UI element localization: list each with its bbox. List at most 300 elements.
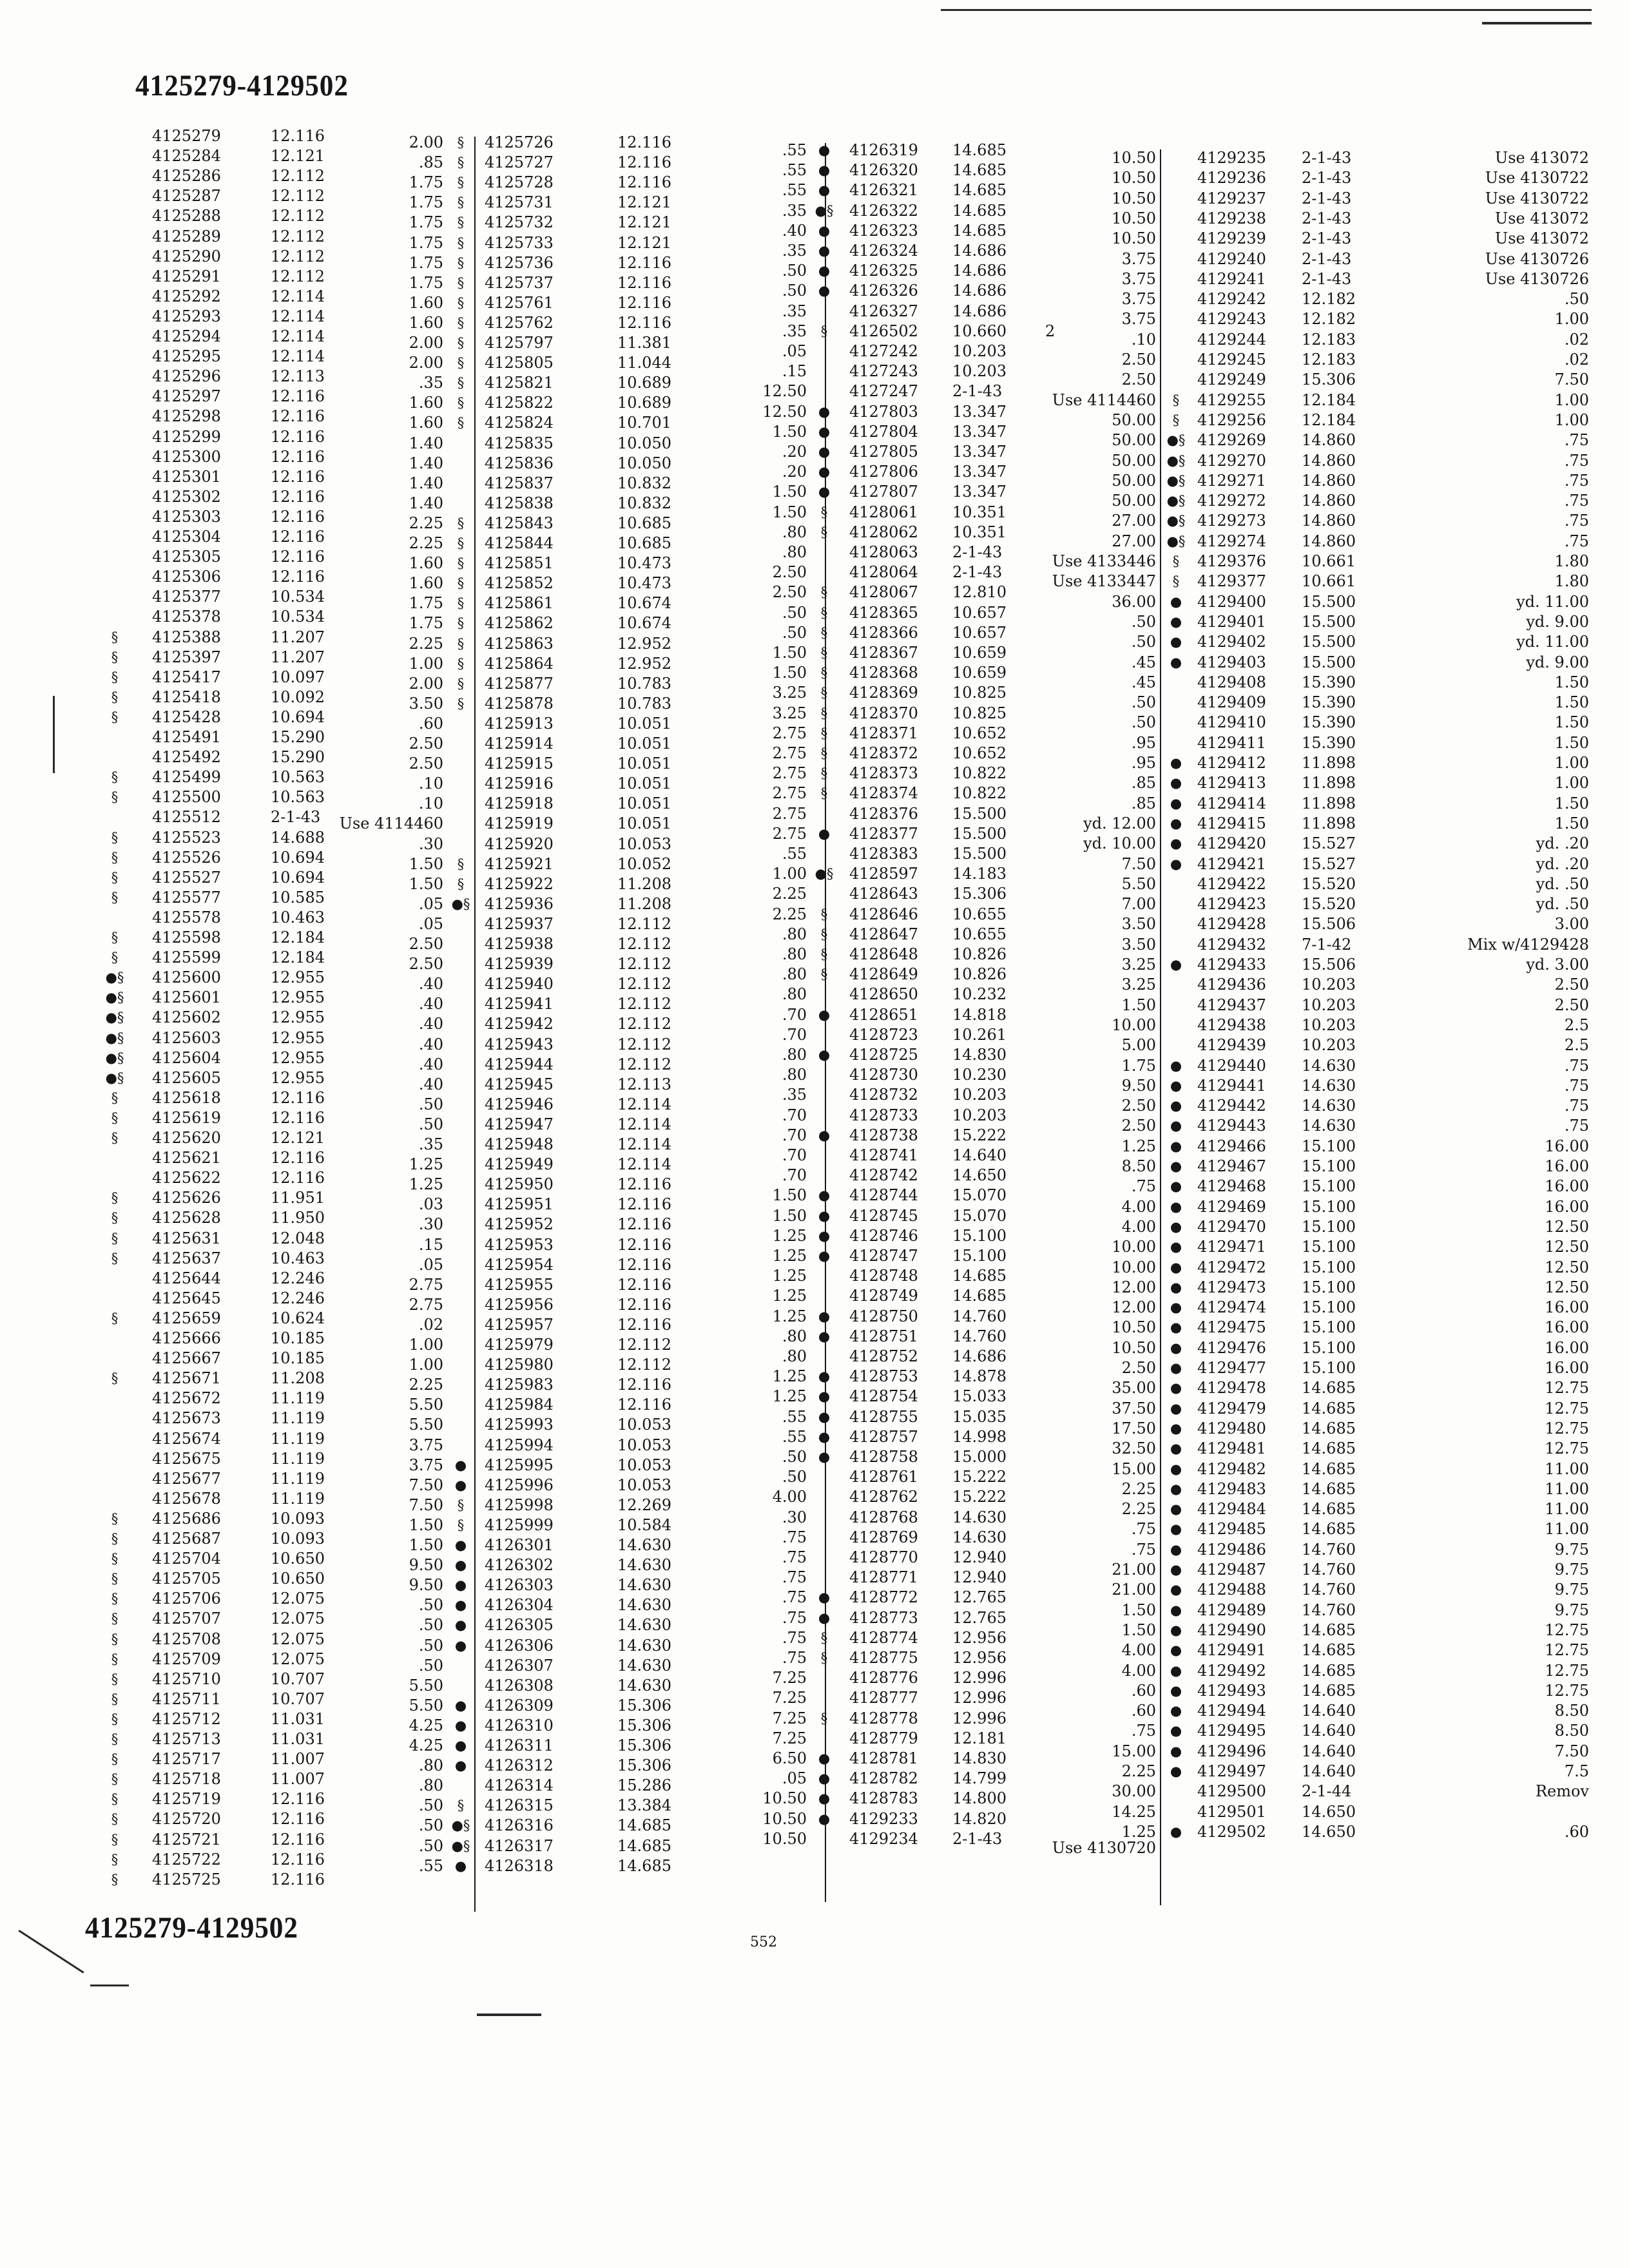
part-number-cell: 4125843 [485,514,554,532]
price-cell: .50 [782,1448,807,1466]
symbol-mark: § [820,584,828,601]
code-cell: 12.996 [952,1709,1007,1727]
symbol-mark: ● [818,403,831,419]
code-cell: 12.112 [617,1015,671,1033]
part-number-cell: 4128365 [849,603,918,622]
price-cell: .40 [418,975,443,994]
price-cell: .50 [418,1115,443,1133]
symbol-mark: ● [818,423,831,439]
symbol-mark: § [457,215,465,231]
code-cell: 12.940 [952,1548,1007,1566]
price-cell: 3.50 [1121,915,1156,934]
part-number-cell: 4125951 [485,1195,554,1214]
code-cell: 10.832 [617,474,671,492]
symbol-mark: § [457,515,465,531]
price-cell: 3.75 [409,1456,443,1474]
part-number-cell: 4126316 [485,1816,554,1835]
part-number-cell: 4129237 [1197,189,1266,207]
part-number-cell: 4129376 [1197,552,1266,570]
code-cell: 12.765 [952,1588,1007,1607]
part-number-cell: 4125618 [152,1088,221,1107]
price-cell: 5.00 [1121,1036,1156,1055]
part-number-cell: 4126308 [485,1676,554,1695]
price-cell: 2.50 [1121,1117,1156,1135]
code-cell: 14.685 [952,161,1007,180]
price-cell: 8.50 [1121,1157,1156,1175]
part-number-cell: 4126303 [485,1576,554,1595]
price-cell: 1.25 [772,1367,807,1386]
code-cell: 12.113 [617,1075,671,1093]
symbol-mark: § [820,725,828,741]
code-cell: 14.998 [952,1427,1007,1446]
code-cell: 2-1-43 [1302,189,1352,207]
part-number-cell: 4127243 [849,362,918,381]
symbol-mark: § [111,1130,119,1146]
symbol-mark: ● [818,1328,831,1344]
code-cell: 12.112 [271,167,325,186]
part-number-cell: 4125718 [152,1770,221,1789]
code-cell: 11.207 [271,628,325,646]
code-cell: 14.830 [952,1749,1007,1767]
part-number-cell: 4125303 [152,507,221,526]
part-number-cell: 4125919 [485,814,554,833]
code-cell: 12.116 [617,153,671,172]
symbol-mark: § [111,1190,119,1206]
part-number-cell: 4128776 [849,1669,918,1687]
symbol-mark: § [820,765,828,782]
part-number-cell: 4129408 [1197,673,1266,691]
part-number-cell: 4129474 [1197,1298,1266,1317]
code-cell: 14.686 [952,1347,1007,1365]
price-cell: Use 4114460 [1052,390,1156,409]
code-cell: 10.701 [617,414,671,432]
code-cell: 12.121 [617,233,671,252]
price-cell: 1.75 [409,273,443,292]
price-cell: .75 [782,1588,807,1607]
code-cell: 10.707 [271,1669,325,1688]
price-cell: 1.50 [772,422,807,441]
part-number-cell: 4125417 [152,668,221,686]
symbol-mark: § [111,1230,119,1246]
symbol-mark: § [457,255,465,271]
part-number-cell: 4125737 [485,273,554,292]
price-cell: 5.50 [1121,874,1156,893]
part-number-cell: 4125675 [152,1449,221,1468]
price-cell: .80 [782,523,807,541]
code-cell: 14.630 [617,1676,671,1695]
code-cell: 15.222 [952,1468,1007,1486]
note-cell: 2 [1045,322,1055,340]
code-cell: 14.860 [1302,492,1356,510]
part-number-cell: 4125719 [152,1790,221,1809]
code-cell: 15.222 [952,1488,1007,1506]
part-number-cell: 4126312 [485,1756,554,1775]
price-cell: .70 [782,1106,807,1124]
part-number-cell: 4128723 [849,1025,918,1044]
code-cell: 12.116 [271,127,325,145]
part-number-cell: 4129470 [1197,1217,1266,1236]
price-cell: 3.25 [1121,956,1156,974]
code-cell: 15.500 [1302,633,1356,651]
price-cell: 10.50 [762,1829,807,1848]
symbol-mark: ● [1170,1340,1182,1356]
price-cell: 37.50 [1112,1399,1156,1418]
price-cell: 1.00 [409,654,443,673]
part-number-cell: 4128064 [849,563,918,582]
part-number-cell: 4129433 [1197,956,1266,974]
part-number-cell: 4125877 [485,674,554,693]
part-number-cell: 4129411 [1197,733,1266,752]
symbol-mark: § [111,1711,119,1727]
code-cell: 15.100 [952,1226,1007,1245]
symbol-mark: § [820,504,828,520]
code-cell: 13.347 [952,463,1007,481]
note-cell: 9.75 [1554,1581,1589,1599]
part-number-cell: 4128651 [849,1005,918,1024]
code-cell: 14.820 [952,1809,1007,1828]
part-number-cell: 4125600 [152,968,221,987]
code-cell: 15.506 [1302,956,1356,974]
part-number-cell: 4128597 [849,865,918,883]
part-number-cell: 4129497 [1197,1762,1266,1780]
code-cell: 12.112 [617,1055,671,1073]
price-cell: .50 [782,262,807,280]
note-cell: yd. 9.00 [1526,612,1589,631]
part-number-cell: 4129422 [1197,874,1266,893]
part-number-cell: 4127807 [849,483,918,501]
code-cell: 2-1-43 [1302,269,1352,288]
code-cell: 15.506 [1302,915,1356,934]
part-number-cell: 4125947 [485,1115,554,1133]
symbol-mark: § [111,1731,119,1747]
note-cell: 1.50 [1554,673,1589,691]
note-cell: 9.75 [1554,1561,1589,1579]
part-number-cell: 4128067 [849,583,918,602]
symbol-mark: ● [1170,957,1182,972]
part-number-cell: 4129413 [1197,774,1266,793]
price-cell: .80 [782,543,807,561]
part-number-cell: 4125797 [485,334,554,352]
note-cell: yd. .20 [1536,854,1589,873]
part-number-cell: 4125722 [152,1850,221,1869]
note-cell: Use 4130726 [1485,269,1589,288]
part-number-cell: 4129255 [1197,390,1266,409]
price-cell: 1.75 [409,253,443,272]
part-number-cell: 4129495 [1197,1722,1266,1740]
note-cell: 12.75 [1545,1661,1589,1680]
price-cell: .35 [782,322,807,340]
code-cell: 12.112 [271,187,325,206]
part-number-cell: 4128648 [849,945,918,963]
part-number-cell: 4128777 [849,1689,918,1707]
symbol-mark: ●§ [105,990,124,1006]
part-number-cell: 4129236 [1197,169,1266,187]
code-cell: 10.053 [617,1416,671,1434]
part-number-cell: 4125645 [152,1289,221,1307]
symbol-mark: ● [1170,1098,1182,1114]
code-cell: 15.100 [1302,1157,1356,1175]
part-number-cell: 4129436 [1197,975,1266,994]
part-number-cell: 4129242 [1197,290,1266,309]
symbol-mark: § [111,709,119,725]
symbol-mark: § [457,635,465,651]
code-cell: 10.203 [1302,995,1356,1014]
note-cell: 1.50 [1554,733,1589,752]
part-number-cell: 4129491 [1197,1641,1266,1660]
note-cell: 12.50 [1545,1238,1589,1256]
price-cell: 1.50 [772,483,807,501]
price-cell: .35 [418,374,443,392]
part-number-cell: 4126304 [485,1596,554,1615]
symbol-mark: § [111,1691,119,1707]
price-cell: .80 [418,1756,443,1775]
price-cell: 1.50 [772,503,807,521]
symbol-mark: ● [1170,815,1182,831]
price-cell: .50 [418,1616,443,1635]
code-cell: 12.114 [271,327,325,345]
code-cell: 10.822 [952,784,1007,803]
part-number-cell: 4125295 [152,347,221,366]
code-cell: 10.826 [952,965,1007,984]
part-number-cell: 4125938 [485,935,554,953]
code-cell: 12.112 [617,1035,671,1053]
part-number-cell: 4128738 [849,1126,918,1144]
code-cell: 12.116 [271,407,325,426]
code-cell: 2-1-43 [271,808,321,827]
symbol-mark: § [111,1611,119,1627]
symbol-mark: ●§ [1166,493,1186,509]
code-cell: 15.100 [1302,1318,1356,1337]
code-cell: 10.053 [617,1436,671,1454]
part-number-cell: 4129479 [1197,1399,1266,1418]
code-cell: 14.860 [1302,431,1356,450]
price-cell: 1.50 [1121,1620,1156,1639]
symbol-mark: ● [818,1428,831,1445]
code-cell: 14.650 [952,1166,1007,1185]
code-cell: 12.048 [271,1229,325,1247]
part-number-cell: 4125838 [485,494,554,512]
code-cell: 13.347 [952,483,1007,501]
price-cell: .05 [782,342,807,360]
price-cell: 12.00 [1112,1298,1156,1317]
code-cell: 12.121 [617,213,671,232]
price-cell: .60 [1131,1702,1156,1720]
part-number-cell: 4125736 [485,253,554,272]
code-cell: 12.955 [271,1008,325,1027]
price-cell: .50 [782,282,807,300]
price-cell: 17.50 [1112,1419,1156,1437]
part-number-cell: 4125428 [152,707,221,726]
price-cell: 5.50 [409,1696,443,1715]
code-cell: 14.630 [1302,1076,1356,1095]
part-number-cell: 4126317 [485,1836,554,1855]
price-cell: 7.25 [772,1729,807,1747]
code-cell: 10.093 [271,1530,325,1548]
symbol-mark: ● [818,1187,831,1204]
code-cell: 14.640 [1302,1742,1356,1760]
symbol-mark: ● [1170,1743,1182,1759]
code-cell: 14.686 [952,242,1007,260]
part-number-cell: 4125864 [485,654,554,673]
code-cell: 10.783 [617,674,671,693]
code-cell: 2-1-43 [1302,169,1352,187]
symbol-mark: § [820,665,828,681]
part-number-cell: 4128370 [849,704,918,722]
symbol-mark: § [111,629,119,645]
code-cell: 14.688 [271,828,325,847]
code-cell: 12.116 [617,1315,671,1334]
code-cell: 12.116 [617,1175,671,1194]
code-cell: 12.121 [271,147,325,166]
price-cell: .80 [782,1347,807,1365]
part-number-cell: 4128730 [849,1066,918,1084]
price-cell: .75 [782,1628,807,1647]
part-number-cell: 4129245 [1197,351,1266,369]
symbol-mark: ● [1170,1602,1182,1618]
symbol-mark: ● [1170,836,1182,852]
code-cell: 10.534 [271,588,325,606]
part-number-cell: 4125822 [485,394,554,412]
price-cell: 2.00 [409,674,443,693]
code-cell: 14.685 [1302,1620,1356,1639]
part-number-cell: 4129466 [1197,1137,1266,1155]
code-cell: 14.640 [1302,1762,1356,1780]
symbol-mark: ● [818,222,831,238]
price-cell: 1.60 [409,313,443,332]
code-cell: 10.657 [952,603,1007,622]
code-cell: 12.116 [617,313,671,332]
note-cell: .02 [1564,351,1589,369]
part-number-cell: 4128761 [849,1468,918,1486]
note-cell: Use 413072 [1495,229,1589,248]
code-cell: 12.269 [617,1495,671,1514]
price-cell: .20 [782,443,807,461]
code-cell: 15.100 [1302,1197,1356,1216]
price-cell: 3.75 [1121,290,1156,309]
part-number-cell: 4125942 [485,1015,554,1033]
part-number-cell: 4129274 [1197,532,1266,550]
note-cell: 12.75 [1545,1641,1589,1660]
symbol-mark: ● [818,1207,831,1224]
part-number-cell: 4126309 [485,1696,554,1715]
price-cell: 6.50 [772,1749,807,1767]
symbol-mark: § [820,926,828,942]
code-cell: 11.381 [617,334,671,352]
part-number-cell: 4128649 [849,965,918,984]
part-number-cell: 4129239 [1197,229,1266,248]
symbol-mark: ● [1170,1118,1182,1134]
code-cell: 14.800 [952,1789,1007,1808]
price-cell: .50 [1131,693,1156,712]
price-cell: .75 [782,1568,807,1587]
note-cell: 2.5 [1564,1036,1589,1055]
part-number-cell: 4126326 [849,282,918,300]
code-cell: 15.500 [1302,612,1356,631]
part-number-cell: 4129432 [1197,935,1266,954]
symbol-mark: ● [1170,1501,1182,1517]
symbol-mark: § [1172,553,1180,569]
symbol-mark: § [457,155,465,171]
part-number-cell: 4125956 [485,1295,554,1314]
price-cell: 7.25 [772,1669,807,1687]
part-number-cell: 4129477 [1197,1359,1266,1377]
symbol-mark: ●§ [105,1030,124,1046]
price-cell: .95 [1131,754,1156,772]
price-cell: 1.60 [409,394,443,412]
code-cell: 12.955 [271,1048,325,1067]
symbol-mark: § [111,1551,119,1567]
code-cell: 12.116 [617,1376,671,1394]
part-number-cell: 4125500 [152,788,221,807]
symbol-mark: § [111,1210,119,1226]
price-cell: .15 [418,1235,443,1254]
price-cell: 3.75 [409,1436,443,1454]
code-cell: 14.685 [617,1836,671,1855]
code-cell: 11.208 [617,894,671,913]
note-cell: .75 [1564,431,1589,450]
price-cell: Use 4130720 [1052,1839,1156,1858]
part-number-cell: 4125622 [152,1169,221,1187]
note-cell: 1.80 [1554,552,1589,570]
footer-range: 4125279-4129502 [85,1911,298,1945]
price-cell: 4.00 [1121,1197,1156,1216]
part-number-cell: 4125286 [152,167,221,186]
symbol-mark: ● [1170,1723,1182,1739]
price-cell: 4.25 [409,1736,443,1754]
code-cell: 14.686 [952,262,1007,280]
part-number-cell: 4129437 [1197,995,1266,1014]
code-cell: 15.100 [952,1247,1007,1265]
price-cell: .35 [782,242,807,260]
price-cell: .80 [782,925,807,943]
price-cell: 2.75 [772,784,807,803]
price-cell: 2.50 [1121,1097,1156,1115]
price-cell: .50 [418,1796,443,1815]
price-cell: .70 [782,1025,807,1044]
symbol-mark: § [111,789,119,805]
part-number-cell: 4125732 [485,213,554,232]
part-number-cell: 4125527 [152,868,221,887]
code-cell: 15.100 [1302,1338,1356,1357]
note-cell: 1.50 [1554,693,1589,712]
part-number-cell: 4128773 [849,1608,918,1627]
code-cell: 15.500 [1302,592,1356,611]
note-cell: .75 [1564,471,1589,490]
symbol-mark: § [457,415,465,431]
code-cell: 12.116 [271,467,325,486]
symbol-mark: ● [454,1457,467,1473]
price-cell: .50 [782,603,807,622]
price-cell: 2.75 [772,744,807,762]
part-number-cell: 4129401 [1197,612,1266,631]
part-number-cell: 4128367 [849,644,918,662]
part-number-cell: 4129243 [1197,310,1266,329]
part-number-cell: 4128374 [849,784,918,803]
part-number-cell: 4128746 [849,1226,918,1245]
part-number-cell: 4125955 [485,1275,554,1294]
part-number-cell: 4125296 [152,367,221,386]
part-number-cell: 4125418 [152,687,221,706]
symbol-mark: § [111,1671,119,1687]
code-cell: 10.661 [1302,552,1356,570]
code-cell: 15.527 [1302,834,1356,853]
part-number-cell: 4125605 [152,1068,221,1087]
symbol-mark: ● [1170,1138,1182,1154]
code-cell: 10.659 [952,644,1007,662]
part-number-cell: 4128733 [849,1106,918,1124]
code-cell: 14.760 [1302,1540,1356,1559]
part-number-cell: 4129487 [1197,1561,1266,1579]
